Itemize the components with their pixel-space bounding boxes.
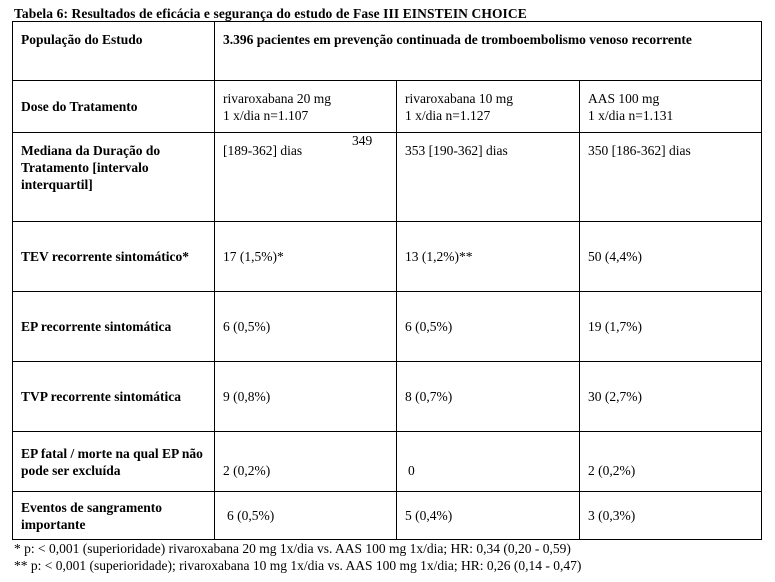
table-row [13,492,762,540]
row-label-dose: Dose do Tratamento [13,81,215,133]
dose-col3-line1: AAS 100 mg [588,90,660,106]
bleeding-col3: 3 (0,3%) [580,492,762,540]
footnote-2: ** p: < 0,001 (superioridade); rivaroxabana 10 mg 1x/dia vs. AAS 100 mg 1x/dia; HR: 0,26 (0,14 - 0,47) [14,558,582,573]
dose-col1-line2: 1 x/dia n=1.107 [223,107,309,123]
fatal-col1 [215,432,397,492]
row-label-duration: Mediana da Duração do Tratamento [intervalo interquartil] [13,133,215,222]
population-value: 3.396 pacientes em prevenção continuada de tromboembolismo venoso recorrente [215,22,762,81]
fatal-col2-value: 0 [408,462,415,478]
table-row [13,292,762,362]
dose-col1-line1: rivaroxabana 20 mg [223,90,331,106]
fatal-col2 [397,432,580,492]
duration-col2: 353 [190-362] dias [397,133,580,222]
bleeding-col1: 6 (0,5%) [215,492,397,540]
table-caption: Tabela 6: Resultados de eficácia e segurança do estudo de Fase III EINSTEIN CHOICE [14,6,527,21]
dose-col2-line1: rivaroxabana 10 mg [405,90,513,106]
tvp-col1: 9 (0,8%) [215,362,397,432]
ep-col1: 6 (0,5%) [215,292,397,362]
dose-col2-line2: 1 x/dia n=1.127 [405,107,491,123]
table-row [13,222,762,292]
dose-col2 [397,81,580,133]
tev-col3: 50 (4,4%) [580,222,762,292]
row-label-bleeding: Eventos de sangramento importante [13,492,215,540]
row-label-ep: EP recorrente sintomática [13,292,215,362]
dose-col3-line2: 1 x/dia n=1.131 [588,107,674,123]
results-table [12,21,762,540]
table-row [13,22,762,81]
duration-col1-number: 349 [352,133,373,148]
dose-col1 [215,81,397,133]
tev-col2: 13 (1,2%)** [397,222,580,292]
tvp-col3: 30 (2,7%) [580,362,762,432]
fatal-col3-value: 2 (0,2%) [588,462,636,478]
row-label-fatal: EP fatal / morte na qual EP não pode ser excluída [13,432,215,492]
row-label-tvp: TVP recorrente sintomática [13,362,215,432]
duration-col3: 350 [186-362] dias [580,133,762,222]
tev-col1: 17 (1,5%)* [215,222,397,292]
fatal-col3 [580,432,762,492]
duration-col1: [189-362] dias [215,133,397,222]
bleeding-col2: 5 (0,4%) [397,492,580,540]
ep-col2: 6 (0,5%) [397,292,580,362]
table-row [13,81,762,133]
tvp-col2: 8 (0,7%) [397,362,580,432]
table-row [13,362,762,432]
dose-col3 [580,81,762,133]
row-label-population: População do Estudo [13,22,215,81]
row-label-tev: TEV recorrente sintomático* [13,222,215,292]
fatal-col1-value: 2 (0,2%) [223,462,271,478]
footnote-1: * p: < 0,001 (superioridade) rivaroxabana 20 mg 1x/dia vs. AAS 100 mg 1x/dia; HR: 0,34 (0,20 - 0,59) [14,541,571,556]
ep-col3: 19 (1,7%) [580,292,762,362]
table-row [13,432,762,492]
table-row [13,133,762,222]
